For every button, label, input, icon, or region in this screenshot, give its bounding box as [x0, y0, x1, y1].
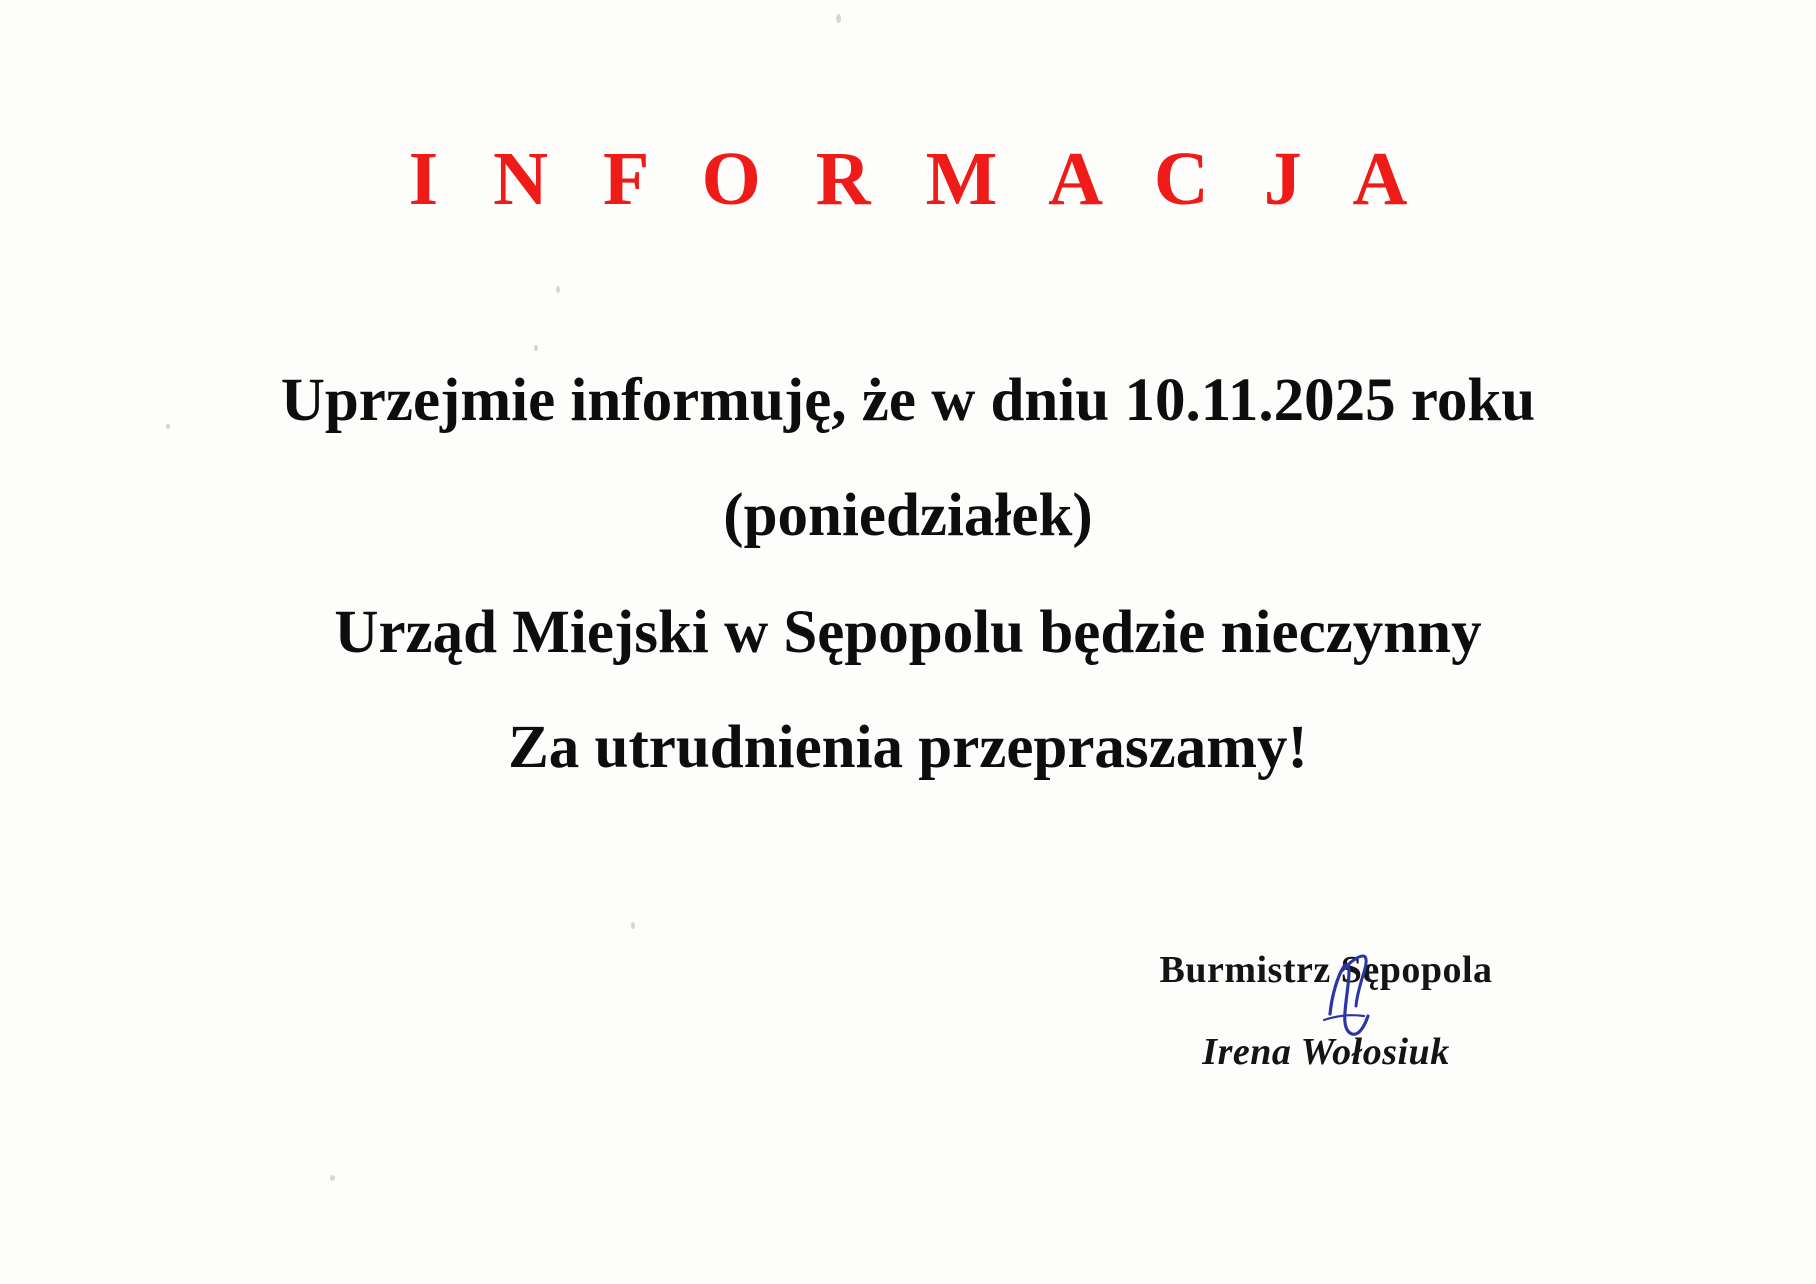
notice-line-1: Uprzejmie informuję, że w dniu 10.11.2025 roku	[280, 367, 1536, 434]
signature-name: Irena Wołosiuk	[1202, 1030, 1450, 1073]
notice-line-3: Urząd Miejski w Sępopolu będzie nieczynny	[334, 599, 1482, 666]
signature-role: Burmistrz Sępopola	[1159, 949, 1493, 991]
page-title: I N F O R M A C J A	[408, 137, 1426, 221]
signature-block	[1066, 950, 1586, 1074]
scan-speckle	[836, 14, 841, 23]
scan-speckle	[330, 1175, 335, 1181]
scan-speckle	[631, 922, 635, 929]
scan-speckle	[556, 286, 560, 293]
notice-body	[0, 367, 1816, 781]
scan-speckle	[534, 345, 538, 351]
notice-line-2: (poniedziałek)	[723, 482, 1093, 549]
notice-line-4: Za utrudnienia przepraszamy!	[508, 714, 1308, 781]
